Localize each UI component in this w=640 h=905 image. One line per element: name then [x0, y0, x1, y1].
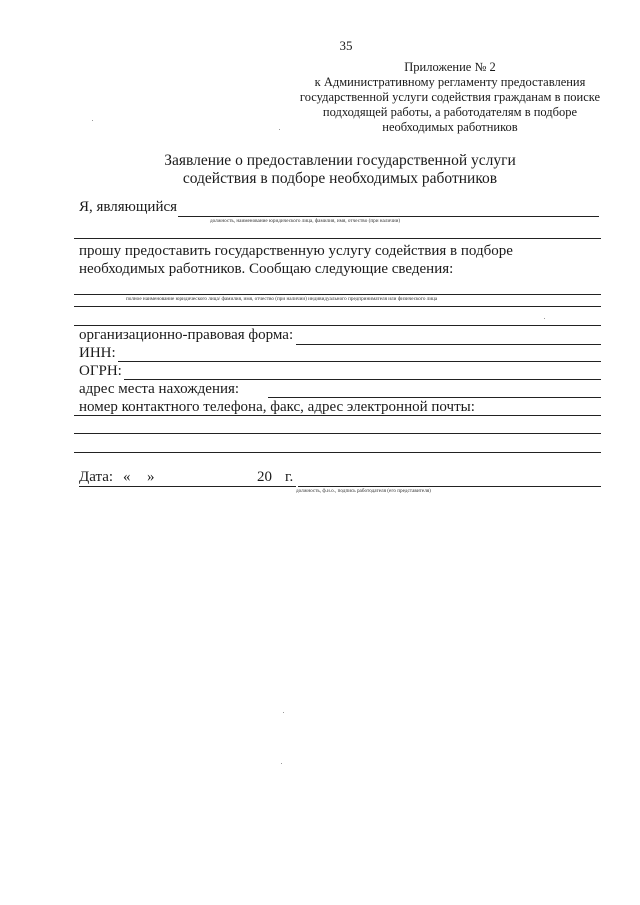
signature-line	[298, 486, 601, 487]
org-form-label: организационно-правовая форма:	[79, 327, 294, 343]
fullname-line	[74, 294, 601, 295]
scan-speck	[92, 120, 93, 121]
appendix-header	[290, 60, 610, 135]
scan-speck	[279, 129, 280, 130]
inn-line	[118, 361, 601, 362]
appendix-line: государственной услуги содействия гражданам в поиске	[299, 90, 601, 104]
fullname-caption: полное наименование юридического лица/ фамилия, имя, отчество (при наличии) индивидуального предпринимателя или физического лица	[126, 296, 438, 302]
appendix-line: к Административному регламенту предоставления	[314, 75, 586, 89]
date-label: Дата:	[79, 469, 114, 485]
scan-speck	[281, 763, 282, 764]
fullname-line-2	[74, 306, 601, 307]
fullname-line-3	[74, 325, 601, 326]
ogrn-line	[124, 379, 601, 380]
document-title-line: Заявление о предоставлении государственной услуги	[164, 152, 516, 169]
document-title	[0, 152, 640, 188]
contacts-line	[74, 415, 601, 416]
address-label: адрес места нахождения:	[79, 381, 240, 397]
year-prefix: 20	[257, 469, 272, 485]
date-line	[79, 486, 296, 487]
request-text-line: прошу предоставить государственную услугу содействия в подборе	[79, 243, 513, 259]
appendix-title: Приложение № 2	[404, 60, 496, 74]
scan-speck	[544, 318, 545, 319]
request-text-line: необходимых работников. Сообщаю следующие сведения:	[79, 261, 454, 277]
date-open-quote: «	[123, 469, 131, 485]
contacts-label: номер контактного телефона, факс, адрес электронной почты:	[79, 399, 475, 415]
ogrn-label: ОГРН:	[79, 363, 122, 379]
position-line	[178, 216, 599, 217]
position-caption: должность, наименование юридического лица, фамилия, имя, отчество (при наличии)	[210, 218, 401, 224]
year-suffix: г.	[285, 469, 294, 485]
date-close-quote: »	[147, 469, 155, 485]
page-number: 35	[339, 38, 353, 53]
org-form-line	[296, 344, 601, 345]
document-title-line: содействия в подборе необходимых работников	[182, 170, 498, 187]
position-line-2	[74, 238, 601, 239]
signature-caption: должность, ф.и.о., подпись работодателя (его представителя)	[296, 488, 431, 494]
contacts-line-2	[74, 433, 601, 434]
inn-label: ИНН:	[79, 345, 116, 361]
address-line	[268, 397, 601, 398]
contacts-line-3	[74, 452, 601, 453]
scan-speck	[283, 712, 284, 713]
appendix-line: необходимых работников	[382, 120, 518, 134]
iam-label: Я, являющийся	[79, 199, 178, 215]
appendix-line: подходящей работы, а работодателям в подборе	[322, 105, 578, 119]
